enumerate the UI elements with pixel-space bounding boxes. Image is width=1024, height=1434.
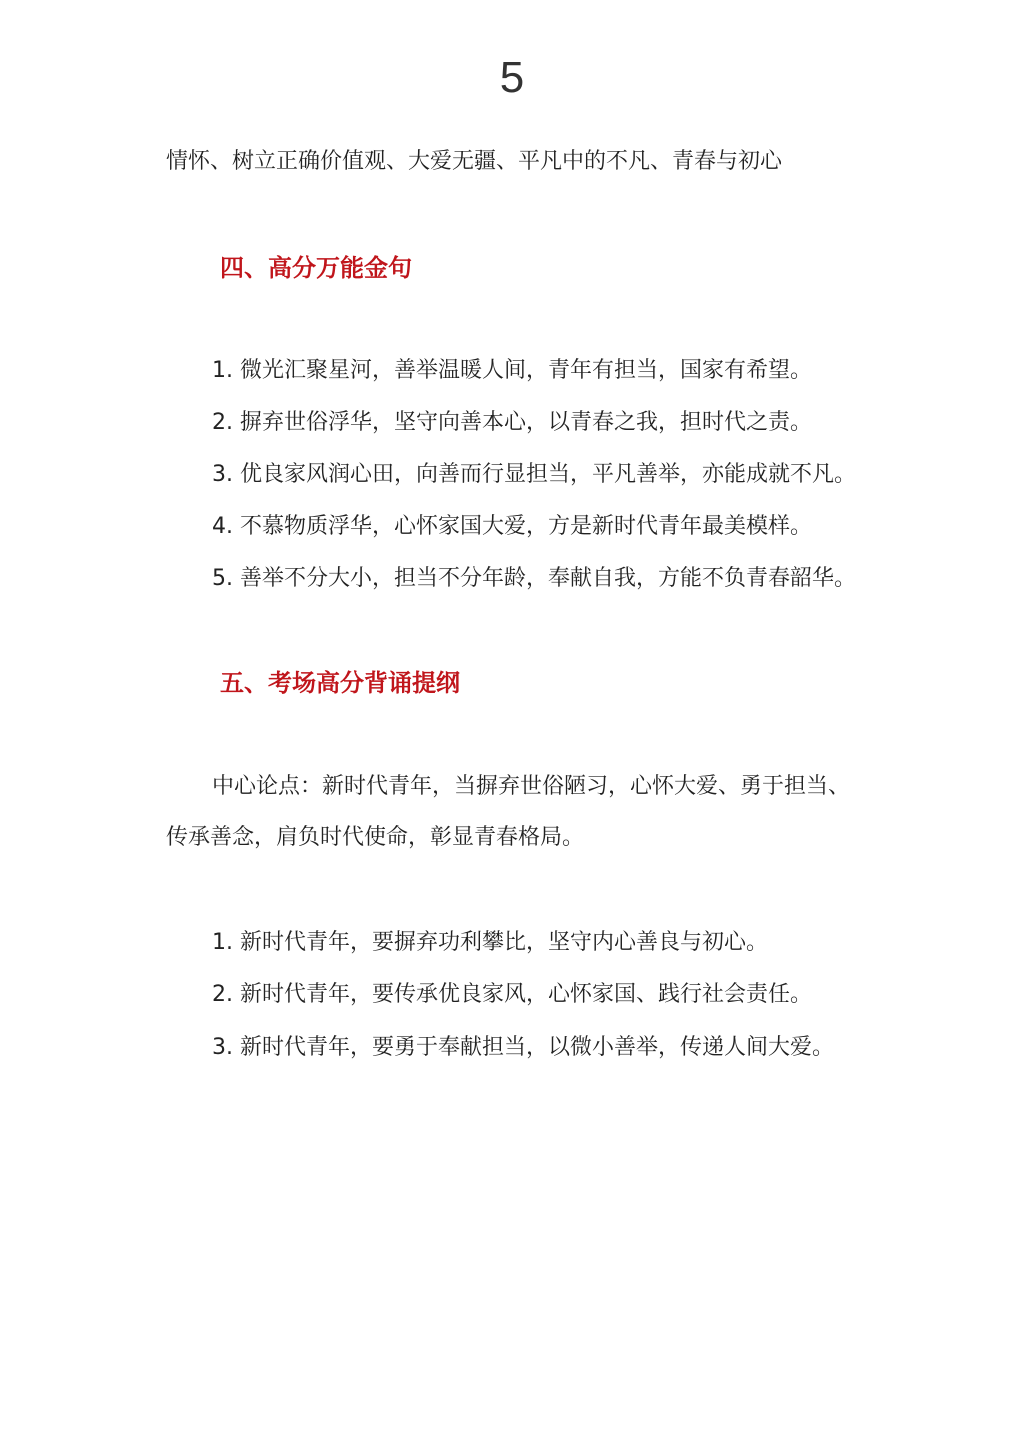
section-5-item-3: 3. 新时代青年，要勇于奉献担当，以微小善举，传递人间大爱。 (212, 1035, 834, 1060)
section-4-item-4: 4. 不慕物质浮华，心怀家国大爱，方是新时代青年最美模样。 (212, 514, 812, 539)
thesis-line-2: 传承善念，肩负时代使命，彰显青春格局。 (166, 825, 585, 850)
section-5-heading: 五、考场高分背诵提纲 (220, 669, 460, 697)
intro-continuation: 情怀、树立正确价值观、大爱无疆、平凡中的不凡、青春与初心 (166, 149, 783, 174)
thesis-line-1: 中心论点：新时代青年，当摒弃世俗陋习，心怀大爱、勇于担当、 (212, 774, 851, 799)
section-4-item-2: 2. 摒弃世俗浮华，坚守向善本心，以青春之我，担时代之责。 (212, 410, 812, 435)
section-4-item-5: 5. 善举不分大小，担当不分年龄，奉献自我，方能不负青春韶华。 (212, 566, 856, 591)
section-5-item-1: 1. 新时代青年，要摒弃功利攀比，坚守内心善良与初心。 (212, 930, 768, 955)
page-number: 5 (499, 53, 525, 102)
section-4-item-3: 3. 优良家风润心田，向善而行显担当，平凡善举，亦能成就不凡。 (212, 462, 856, 487)
section-5-item-2: 2. 新时代青年，要传承优良家风，心怀家国、践行社会责任。 (212, 982, 812, 1007)
section-4-item-1: 1. 微光汇聚星河，善举温暖人间，青年有担当，国家有希望。 (212, 358, 812, 383)
section-4-heading: 四、高分万能金句 (220, 254, 412, 282)
